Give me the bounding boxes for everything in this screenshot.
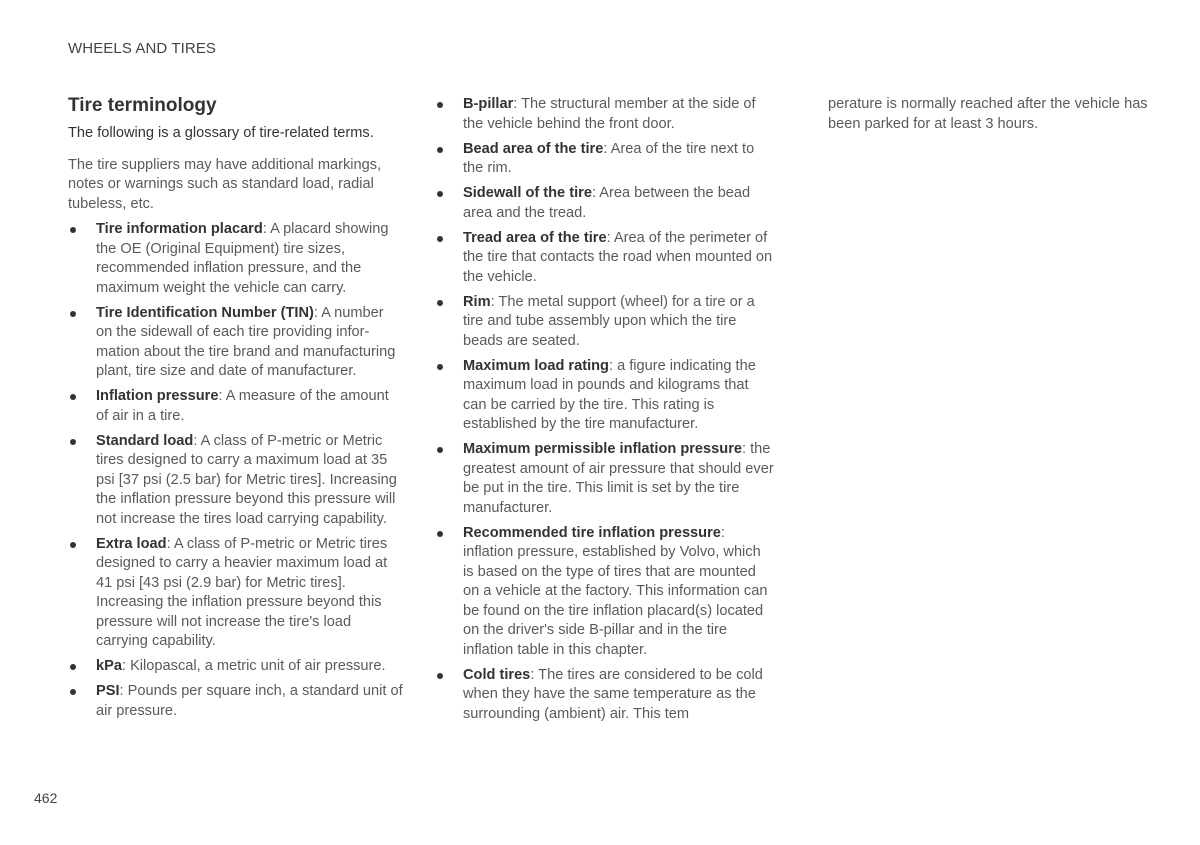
- glossary-definition: : Area of the tire next to the rim.: [463, 140, 755, 176]
- glossary-list-1: [68, 220, 403, 721]
- glossary-item: [435, 440, 775, 518]
- glossary-item: [435, 95, 775, 134]
- glossary-item: [435, 524, 775, 661]
- glossary-item: [68, 432, 403, 530]
- glossary-term: Cold tires: [463, 666, 531, 683]
- glossary-item: [68, 220, 403, 298]
- column-2: [435, 95, 775, 730]
- glossary-definition: : Area of the perimeter of the tire that contacts the road when mounted on the vehicle.: [463, 229, 773, 285]
- glossary-definition: : a figure indicating the maximum load in pounds and kilograms that can be carried by the tire. This rating is established by the tire manufacturer.: [463, 357, 756, 432]
- glossary-term: Tire Identification Number (TIN): [96, 304, 314, 321]
- glossary-term: Tire information placard: [96, 221, 263, 237]
- glossary-term: Standard load: [96, 432, 194, 449]
- glossary-definition: : Area between the bead area and the tread.: [463, 185, 751, 221]
- glossary-item: [435, 666, 775, 725]
- page-title: Tire terminology: [68, 95, 217, 116]
- glossary-item: [435, 184, 775, 223]
- glossary-term: PSI: [96, 683, 120, 699]
- column-3: [828, 95, 1148, 134]
- continued-text: perature is normally reached after the vehicle has been parked for at least 3 hours.: [828, 96, 1148, 132]
- glossary-item: [435, 357, 775, 435]
- glossary-item: [435, 140, 775, 179]
- glossary-definition: : A placard showing the OE (Original Equipment) tire sizes, recommended inflation pressure, and the maximum weight the vehicle can carry.: [96, 221, 389, 296]
- glossary-definition: : A class of P-metric or Metric tires designed to carry a heavier maximum load at 41 psi [43 psi (2.9 bar) for Metric tires]. Increasing the inflation pressure beyond this pressure will not increase the tire's load carrying capability.: [96, 535, 388, 649]
- glossary-term: Inflation pressure: [96, 388, 219, 404]
- glossary-definition: : A measure of the amount of air in a tire.: [96, 388, 389, 424]
- glossary-item: [435, 229, 775, 288]
- glossary-term: kPa: [96, 658, 122, 674]
- glossary-term: B-pillar: [463, 96, 514, 112]
- glossary-definition: : inflation pressure, established by Volvo, which is based on the type of tires that are mounted on a vehicle at the factory. This information can be found on the tire inflation placard(s) located on the driver's side B-pillar and in the tire inflation table in this chapter.: [463, 524, 768, 658]
- glossary-term: Tread area of the tire: [463, 229, 607, 246]
- glossary-item: [435, 293, 775, 352]
- glossary-term: Bead area of the tire: [463, 140, 604, 157]
- glossary-term: Recommended tire inflation pressure: [463, 524, 721, 541]
- glossary-term: Extra load: [96, 535, 167, 552]
- glossary-definition: : A number on the sidewall of each tire providing information about the tire brand and manufacturing plant, tire size and date of manufacturer.: [96, 304, 396, 379]
- glossary-definition: : the greatest amount of air pressure that should ever be put in the tire. This limit is set by the tire manufacturer.: [463, 441, 774, 516]
- glossary-term: Maximum load rating: [463, 357, 609, 374]
- page-number: 462: [34, 790, 58, 806]
- glossary-definition: : The metal support (wheel) for a tire or a tire and tube assembly upon which the tire beads are seated.: [463, 293, 755, 349]
- glossary-definition: : Pounds per square inch, a standard unit of air pressure.: [96, 683, 403, 719]
- glossary-item: [68, 387, 403, 426]
- column-1: [68, 94, 403, 727]
- glossary-item: [68, 304, 403, 382]
- glossary-definition: : Kilopascal, a metric unit of air pressure.: [121, 658, 386, 674]
- supplier-note: The tire suppliers may have additional markings, notes or warnings such as standard load, radial tubeless, etc.: [68, 156, 382, 212]
- glossary-term: Maximum permissible inflation pressure: [463, 441, 742, 457]
- glossary-definition: : The tires are considered to be cold when they have the same temperature as the surrounding (ambient) air. This tem: [463, 666, 763, 722]
- section-header: WHEELS AND TIRES: [68, 40, 217, 57]
- glossary-term: Sidewall of the tire: [463, 185, 592, 201]
- glossary-definition: : A class of P-metric or Metric tires designed to carry a maximum load at 35 psi [37 psi (2.5 bar) for Metric tires]. Increasing the inflation pressure beyond this pressure will not increase the tires load carrying capability.: [96, 432, 397, 527]
- glossary-term: Rim: [463, 293, 491, 310]
- intro-text: The following is a glossary of tire-related terms.: [68, 125, 374, 141]
- glossary-item: [68, 657, 403, 677]
- glossary-list-2: [435, 95, 775, 724]
- glossary-definition: : The structural member at the side of the vehicle behind the front door.: [463, 96, 756, 132]
- glossary-item: [68, 535, 403, 652]
- glossary-item: [68, 682, 403, 721]
